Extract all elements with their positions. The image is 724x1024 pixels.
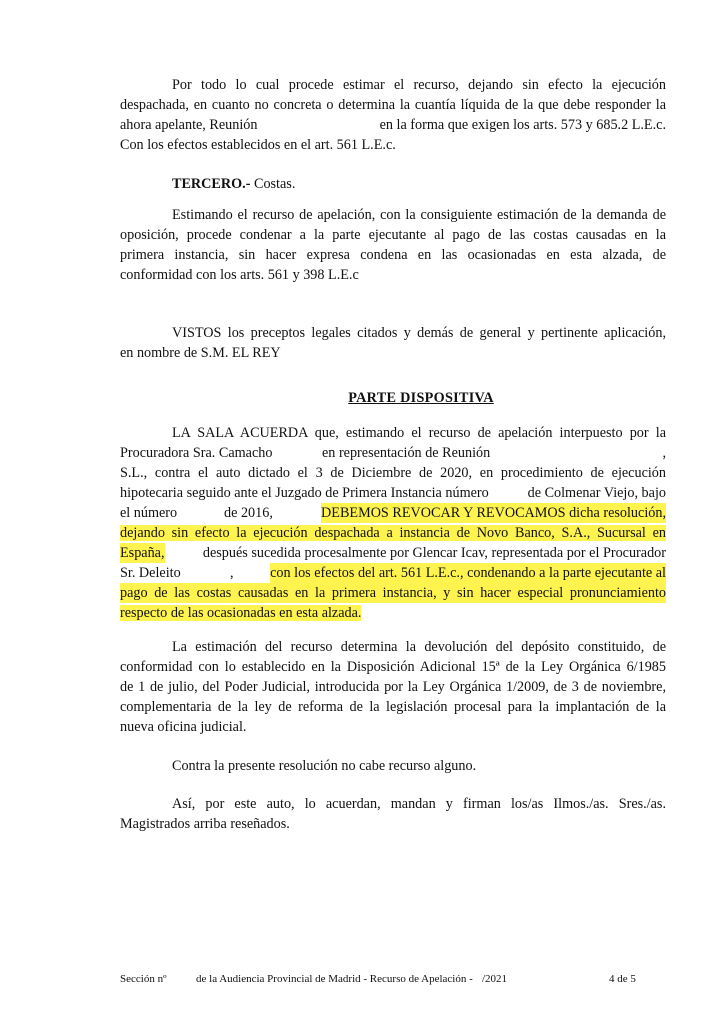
footer-court: de la Audiencia Provincial de Madrid - Recurso de Apelación - [196, 973, 473, 985]
highlight-ruling-2: dejando sin efecto la ejecución despachada a instancia de Novo Banco, S.A., Sucursal en [120, 525, 666, 541]
paragraph-firma: Así, por este auto, lo acuerdan, mandan y firman los/as Ilmos./as. Sres./as. Magistrados arriba reseñados. [120, 796, 666, 832]
highlight-costs-2: pago de las costas causadas en la primera instancia, y sin hacer especial pronunciamiento [120, 585, 666, 601]
page-number: 4 de 5 [609, 973, 636, 985]
paragraph-dispositiva: LA SALA ACUERDA que, estimando el recurso de apelación interpuesto por la Procuradora Sra. Camacho en representación de Reunión , S.L., contra el auto dictado el 3 de Diciembre de 2020, en procedimiento de ejecución hipotecaria seguido ante el Juzgado de Primera Instancia número de Colmenar Viejo, bajo el número de 2016, DEBEMOS REVOCAR Y REVOCAMOS dicha resolución, dejando sin efecto la ejecución despachada a instancia de Novo Banco, S.A., Sucursal en España, después sucedida procesalmente por Glencar Icav, representada por el Procurador Sr. Deleito , con los efectos del art. 561 L.E.c., condenando a la parte ejecutante al pago de las costas causadas en la primera instancia, y sin hacer especial pronunciamiento respecto de las ocasionadas en esta alzada. [120, 425, 666, 621]
paragraph-estimation: Por todo lo cual procede estimar el recurso, dejando sin efecto la ejecución despachada, en cuanto no concreta o determina la cuantía líquida de la que debe responder la ahora apelante, Reunión en la forma que exigen los arts. 573 y 685.2 L.E.c. Con los efectos establecidos en el art. 561 L.E.c. [120, 77, 666, 153]
footer-year: /2021 [482, 973, 508, 985]
paragraph-deposito: La estimación del recurso determina la devolución del depósito constituido, de conformidad con lo establecido en la Disposición Adicional 15ª de la Ley Orgánica 6/1985 de 1 de julio, del Poder Judicial, introducida por la Ley Orgánica 1/2009, de 3 de noviembre, complementaria de la ley de reforma de la legislación procesal para la implantación de la nueva oficina judicial. [120, 639, 666, 735]
highlight-ruling: DEBEMOS REVOCAR Y REVOCAMOS dicha resolución, [321, 505, 666, 521]
paragraph-costas: Estimando el recurso de apelación, con la consiguiente estimación de la demanda de oposición, procede condenar a la parte ejecutante al pago de las costas causadas en la primera instancia, sin hacer expresa condena en las ocasionadas en esta alzada, de conformidad con los arts. 561 y 398 L.E.c [120, 207, 666, 283]
tercero-heading: TERCERO.- Costas. [172, 176, 296, 192]
highlight-costs: con los efectos del art. 561 L.E.c., condenando a la parte ejecutante al [270, 565, 666, 581]
footer-section: Sección nº [120, 973, 167, 985]
paragraph-vistos: VISTOS los preceptos legales citados y demás de general y pertinente aplicación, en nombre de S.M. EL REY [120, 325, 666, 361]
highlight-ruling-3: España, [120, 545, 165, 561]
section-title: PARTE DISPOSITIVA [348, 390, 494, 406]
highlight-costs-3: respecto de las ocasionadas en esta alzada. [120, 605, 362, 621]
paragraph-no-recurso: Contra la presente resolución no cabe recurso alguno. [172, 758, 477, 774]
